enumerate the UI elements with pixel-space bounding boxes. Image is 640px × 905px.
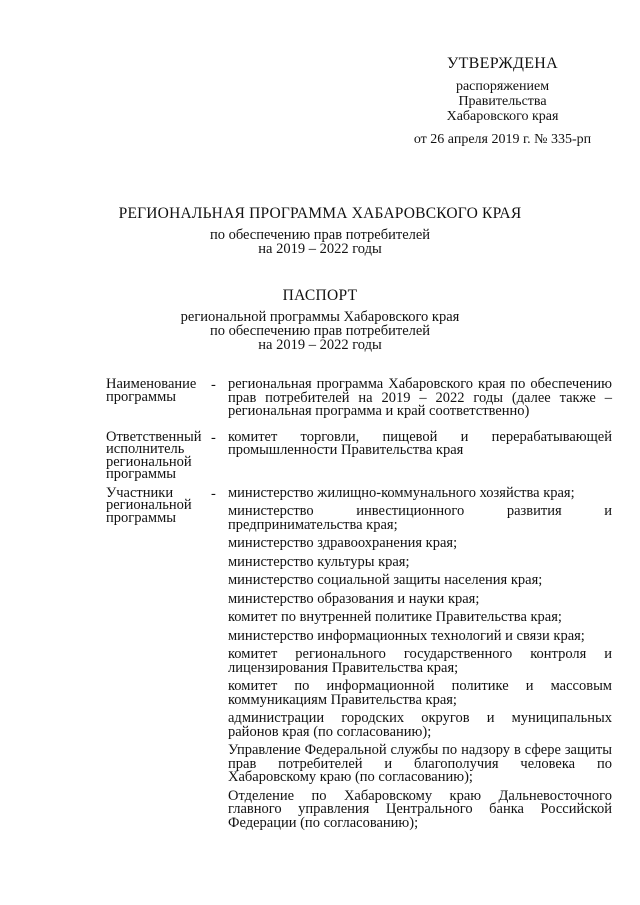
program-heading — [0, 206, 640, 256]
participant-item: Управление Федеральной службы по надзору в сфере защиты прав потребителей и благополучия человека по Хабаровскому краю (по согласованию); — [228, 742, 612, 785]
passport-subtitle: по обеспечению прав потребителей — [209, 323, 431, 339]
participant-item: комитет по внутренней политике Правительства края; — [228, 609, 562, 625]
row-content — [228, 484, 612, 836]
approval-line: Хабаровского края — [446, 109, 559, 124]
row-content — [228, 378, 612, 424]
participant-item: министерство жилищно-коммунального хозяйства края; — [228, 484, 575, 501]
participant-item: министерство инвестиционного развития и предпринимательства края; — [228, 503, 612, 533]
row-dash: - — [211, 377, 216, 393]
approval-stamp — [400, 56, 605, 147]
program-title: РЕГИОНАЛЬНАЯ ПРОГРАММА ХАБАРОВСКОГО КРАЯ — [118, 205, 522, 222]
passport-title: ПАСПОРТ — [282, 287, 358, 304]
row-label-line: Ответственный — [106, 428, 202, 445]
participant-item: министерство культуры края; — [228, 553, 410, 570]
participant-item: министерство здравоохранения края; — [228, 535, 458, 551]
row-label-line: Участники — [106, 484, 174, 501]
participant-item: комитет регионального государственного контроля и лицензирования Правительства края; — [228, 646, 612, 676]
row-label-line: Наименование — [106, 376, 197, 392]
participant-item: администрации городских округов и муниципальных районов края (по согласованию); — [228, 710, 612, 740]
row-label-line: региональной — [106, 453, 192, 470]
approval-line: Правительства — [458, 94, 547, 109]
approval-line: распоряжением — [455, 79, 550, 94]
passport-period: на 2019 – 2022 годы — [258, 337, 382, 353]
row-content — [228, 428, 612, 481]
row-label-line: региональной — [106, 497, 192, 513]
passport-row-name — [106, 378, 612, 424]
row-dash: - — [211, 485, 216, 502]
passport-heading — [0, 288, 640, 352]
row-label-line: программы — [106, 466, 176, 482]
participant-item: комитет по информационной политике и массовым коммуникациям Правительства края; — [228, 678, 612, 708]
approval-date: от 26 апреля 2019 г. № 335-рп — [413, 132, 592, 147]
passport-row-executor — [106, 428, 612, 482]
approval-title: УТВЕРЖДЕНА — [446, 55, 558, 72]
participant-item: министерство информационных технологий и связи края; — [228, 627, 585, 644]
participant-item: министерство социальной защиты населения края; — [228, 572, 543, 588]
row-label-line: программы — [106, 388, 176, 405]
row-item: региональная программа Хабаровского края по обеспечению прав потребителей на 2019 – 2022 годы (далее также – региональная программа и край соответственно) — [228, 376, 612, 419]
participant-item: министерство образования и науки края; — [228, 590, 480, 607]
passport-table — [106, 378, 612, 835]
passport-row-participants — [106, 484, 612, 836]
row-label — [106, 378, 211, 424]
row-item: комитет торговли, пищевой и перерабатывающей промышленности Правительства края — [228, 428, 612, 458]
row-label — [106, 428, 211, 482]
passport-subtitle: региональной программы Хабаровского края — [180, 309, 460, 325]
row-label-line: программы — [106, 509, 176, 526]
row-label — [106, 484, 211, 836]
program-period: на 2019 – 2022 годы — [258, 241, 382, 257]
participant-item: Отделение по Хабаровскому краю Дальневосточного главного управления Центрального банка Российской Федерации (по согласованию); — [228, 787, 612, 831]
row-label-line: исполнитель — [106, 441, 185, 457]
program-subtitle: по обеспечению прав потребителей — [209, 227, 431, 243]
row-dash: - — [211, 429, 216, 446]
